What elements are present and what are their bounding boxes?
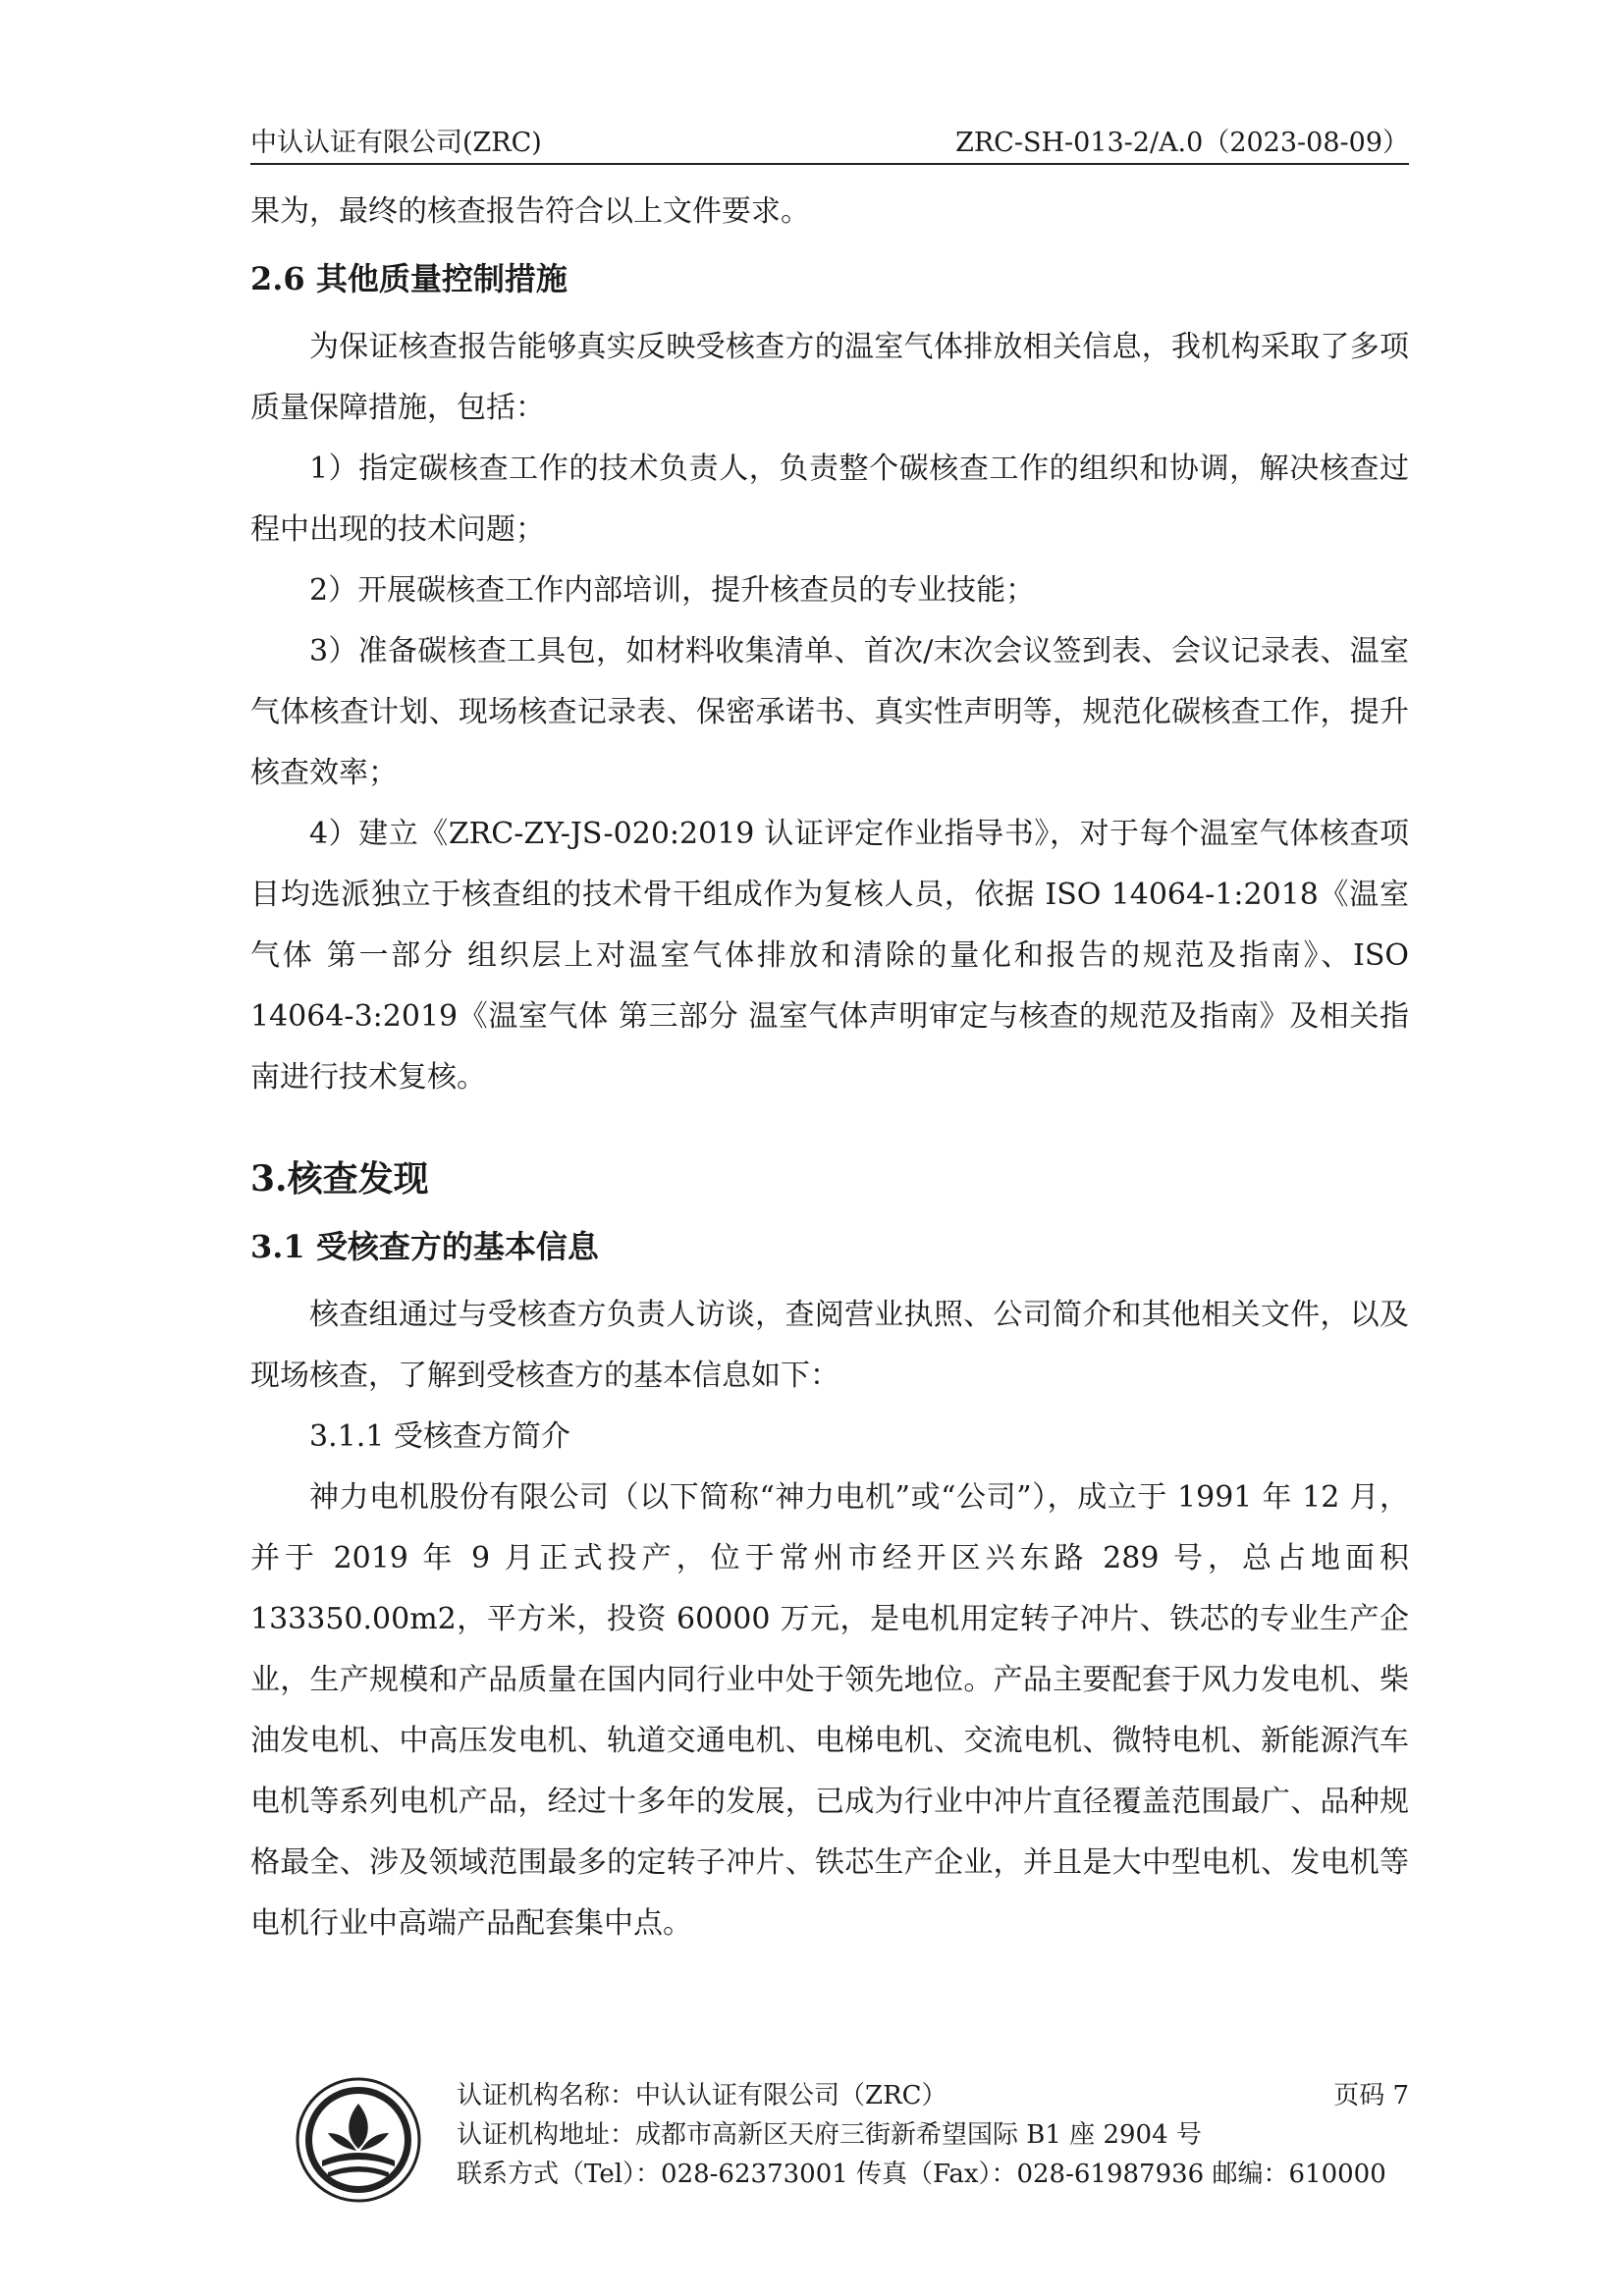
page-number: 页码 7 (1333, 2081, 1409, 2110)
footer-contact: 联系方式（Tel）：028-62373001 传真（Fax）：028-61987936 邮编：610000 (457, 2160, 1386, 2189)
section-3-1-1-subheading: 3.1.1 受核查方简介 (309, 1419, 570, 1454)
section-3-heading: 3.核查发现 (250, 1158, 429, 1200)
page-header (250, 116, 1409, 165)
page-content (250, 182, 1409, 1954)
continuation-paragraph: 果为，最终的核查报告符合以上文件要求。 (250, 194, 810, 229)
list-item: 1）指定碳核查工作的技术负责人，负责整个碳核查工作的组织和协调，解决核查过程中出现的技术问题； (250, 452, 1409, 547)
header-company: 中认认证有限公司(ZRC) (250, 128, 542, 158)
list-item: 4）建立《ZRC-ZY-JS-020:2019 认证评定作业指导书》，对于每个温室气体核查项目均选派独立于核查组的技术骨干组成作为复核人员，依据 ISO 14064-1:2018《温室气体 第一部分 组织层上对温室气体排放和清除的量化和报告的规范及指南》、ISO 14064-3:2019《温室气体 第三部分 温室气体声明审定与核查的规范及指南》及相关指南进行技术复核。 (250, 817, 1409, 1095)
footer-org-address: 认证机构地址：成都市高新区天府三街新希望国际 B1 座 2904 号 (457, 2120, 1202, 2150)
zrc-logo-icon (295, 2076, 422, 2204)
list-item: 2）开展碳核查工作内部培训，提升核查员的专业技能； (309, 573, 1036, 608)
list-item: 3）准备碳核查工具包，如材料收集清单、首次/末次会议签到表、会议记录表、温室气体核查计划、现场核查记录表、保密承诺书、真实性声明等，规范化碳核查工作，提升核查效率； (250, 634, 1409, 790)
page-footer (295, 2076, 1409, 2214)
footer-info (457, 2076, 1409, 2194)
section-3-1-heading: 3.1 受核查方的基本信息 (250, 1228, 599, 1265)
company-profile-paragraph: 神力电机股份有限公司（以下简称“神力电机”或“公司”），成立于 1991 年 12 月，并于 2019 年 9 月正式投产，位于常州市经开区兴东路 289 号，总占地面积 133350.00m2，平方米，投资 60000 万元，是电机用定转子冲片、铁芯的专业生产企业，生产规模和产品质量在国内同行业中处于领先地位。产品主要配套于风力发电机、柴油发电机、中高压发电机、轨道交通电机、电梯电机、交流电机、微特电机、新能源汽车电机等系列电机产品，经过十多年的发展，已成为行业中冲片直径覆盖范围最广、品种规格最全、涉及领域范围最多的定转子冲片、铁芯生产企业，并且是大中型电机、发电机等电机行业中高端产品配套集中点。 (250, 1480, 1409, 1941)
footer-org-name: 认证机构名称：中认认证有限公司（ZRC） (457, 2081, 947, 2110)
section-2-6-intro: 为保证核查报告能够真实反映受核查方的温室气体排放相关信息，我机构采取了多项质量保障措施，包括： (250, 330, 1409, 425)
section-2-6-heading: 2.6 其他质量控制措施 (250, 260, 568, 297)
section-3-1-intro: 核查组通过与受核查方负责人访谈，查阅营业执照、公司简介和其他相关文件，以及现场核查，了解到受核查方的基本信息如下： (250, 1298, 1409, 1393)
header-doc-code: ZRC-SH-013-2/A.0（2023-08-09） (955, 128, 1409, 158)
